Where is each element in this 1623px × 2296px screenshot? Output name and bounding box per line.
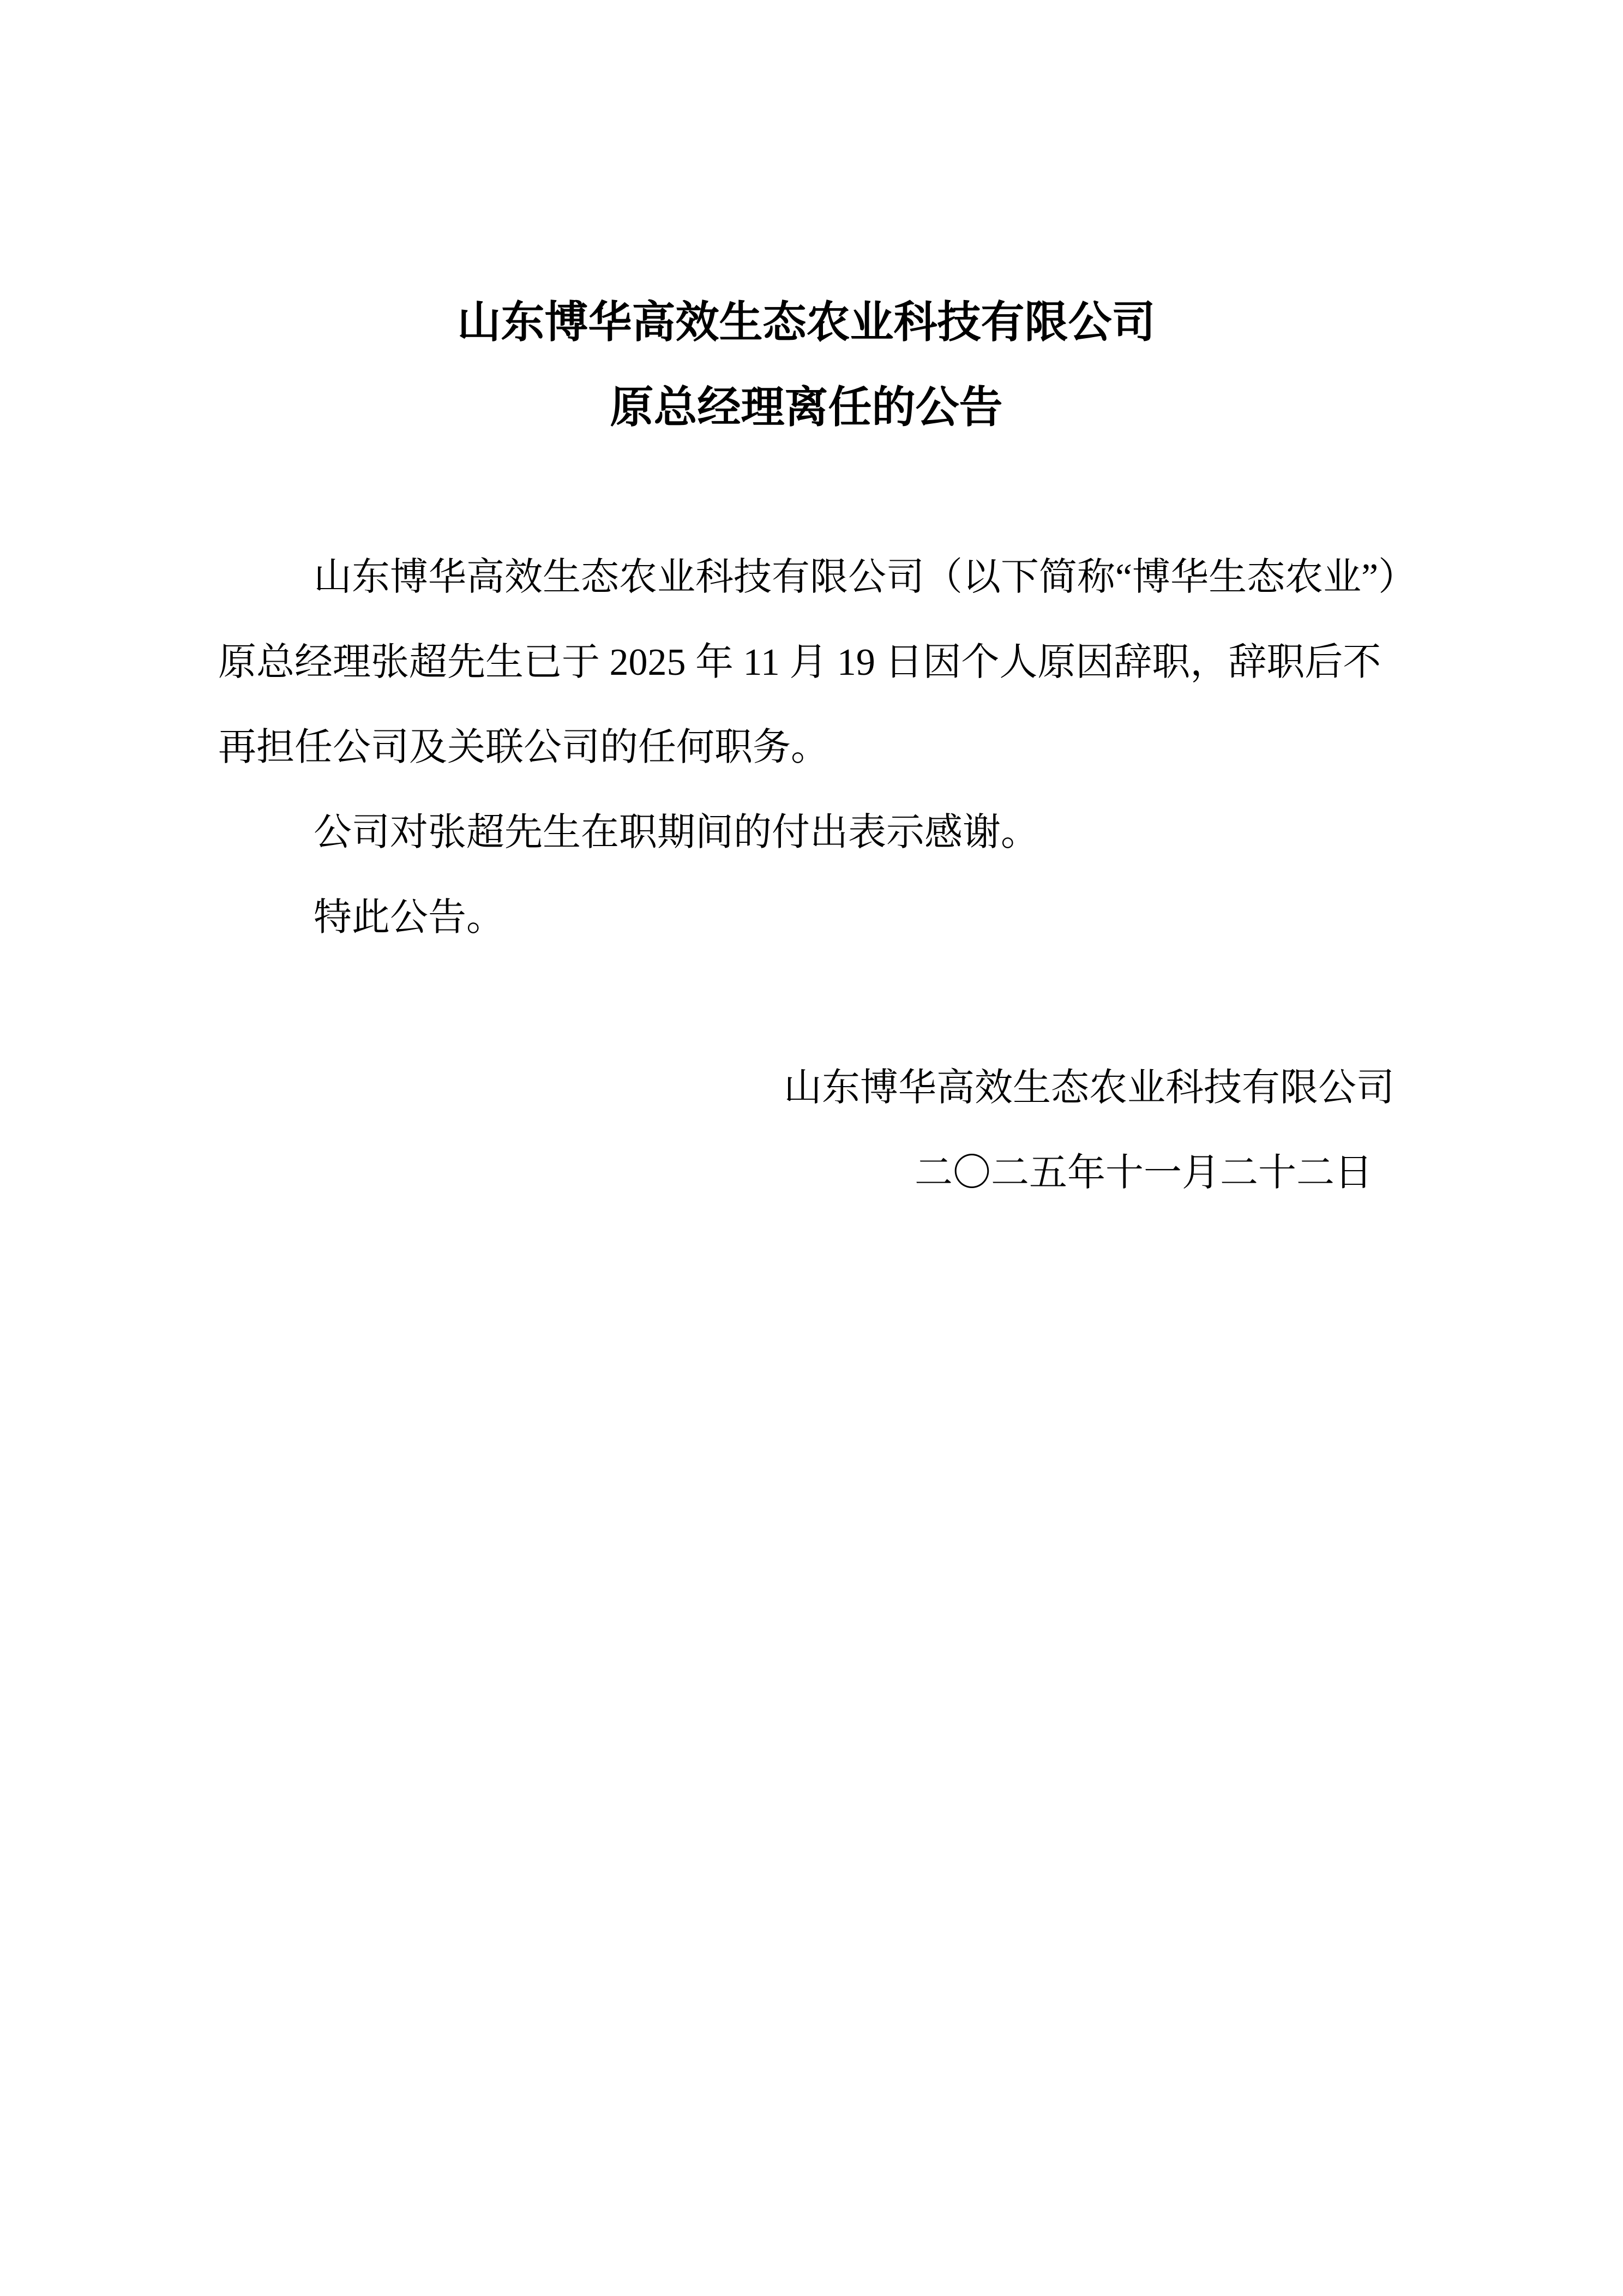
body-signature-gap xyxy=(218,961,1394,1046)
paragraph3-line: 特此公告。 xyxy=(314,897,504,939)
signature-date: 二〇二五年十一月二十二日 xyxy=(915,1152,1373,1194)
document-title-subject: 原总经理离任的公告 xyxy=(610,383,1003,431)
title-body-gap xyxy=(218,450,1394,535)
paragraph1-line2: 原总经理张超先生已于 2025 年 11 月 19 日因个人原因辞职，辞职后不 xyxy=(218,642,1381,684)
paragraph1-line1: 山东博华高效生态农业科技有限公司（以下简称“博华生态农业”） xyxy=(314,556,1417,598)
document-title-company: 山东博华高效生态农业科技有限公司 xyxy=(457,298,1156,346)
paragraph1-line3: 再担任公司及关联公司的任何职务。 xyxy=(218,727,829,769)
paragraph2-line: 公司对张超先生在职期间的付出表示感谢。 xyxy=(314,812,1039,854)
signature-company-name: 山东博华高效生态农业科技有限公司 xyxy=(784,1067,1394,1109)
